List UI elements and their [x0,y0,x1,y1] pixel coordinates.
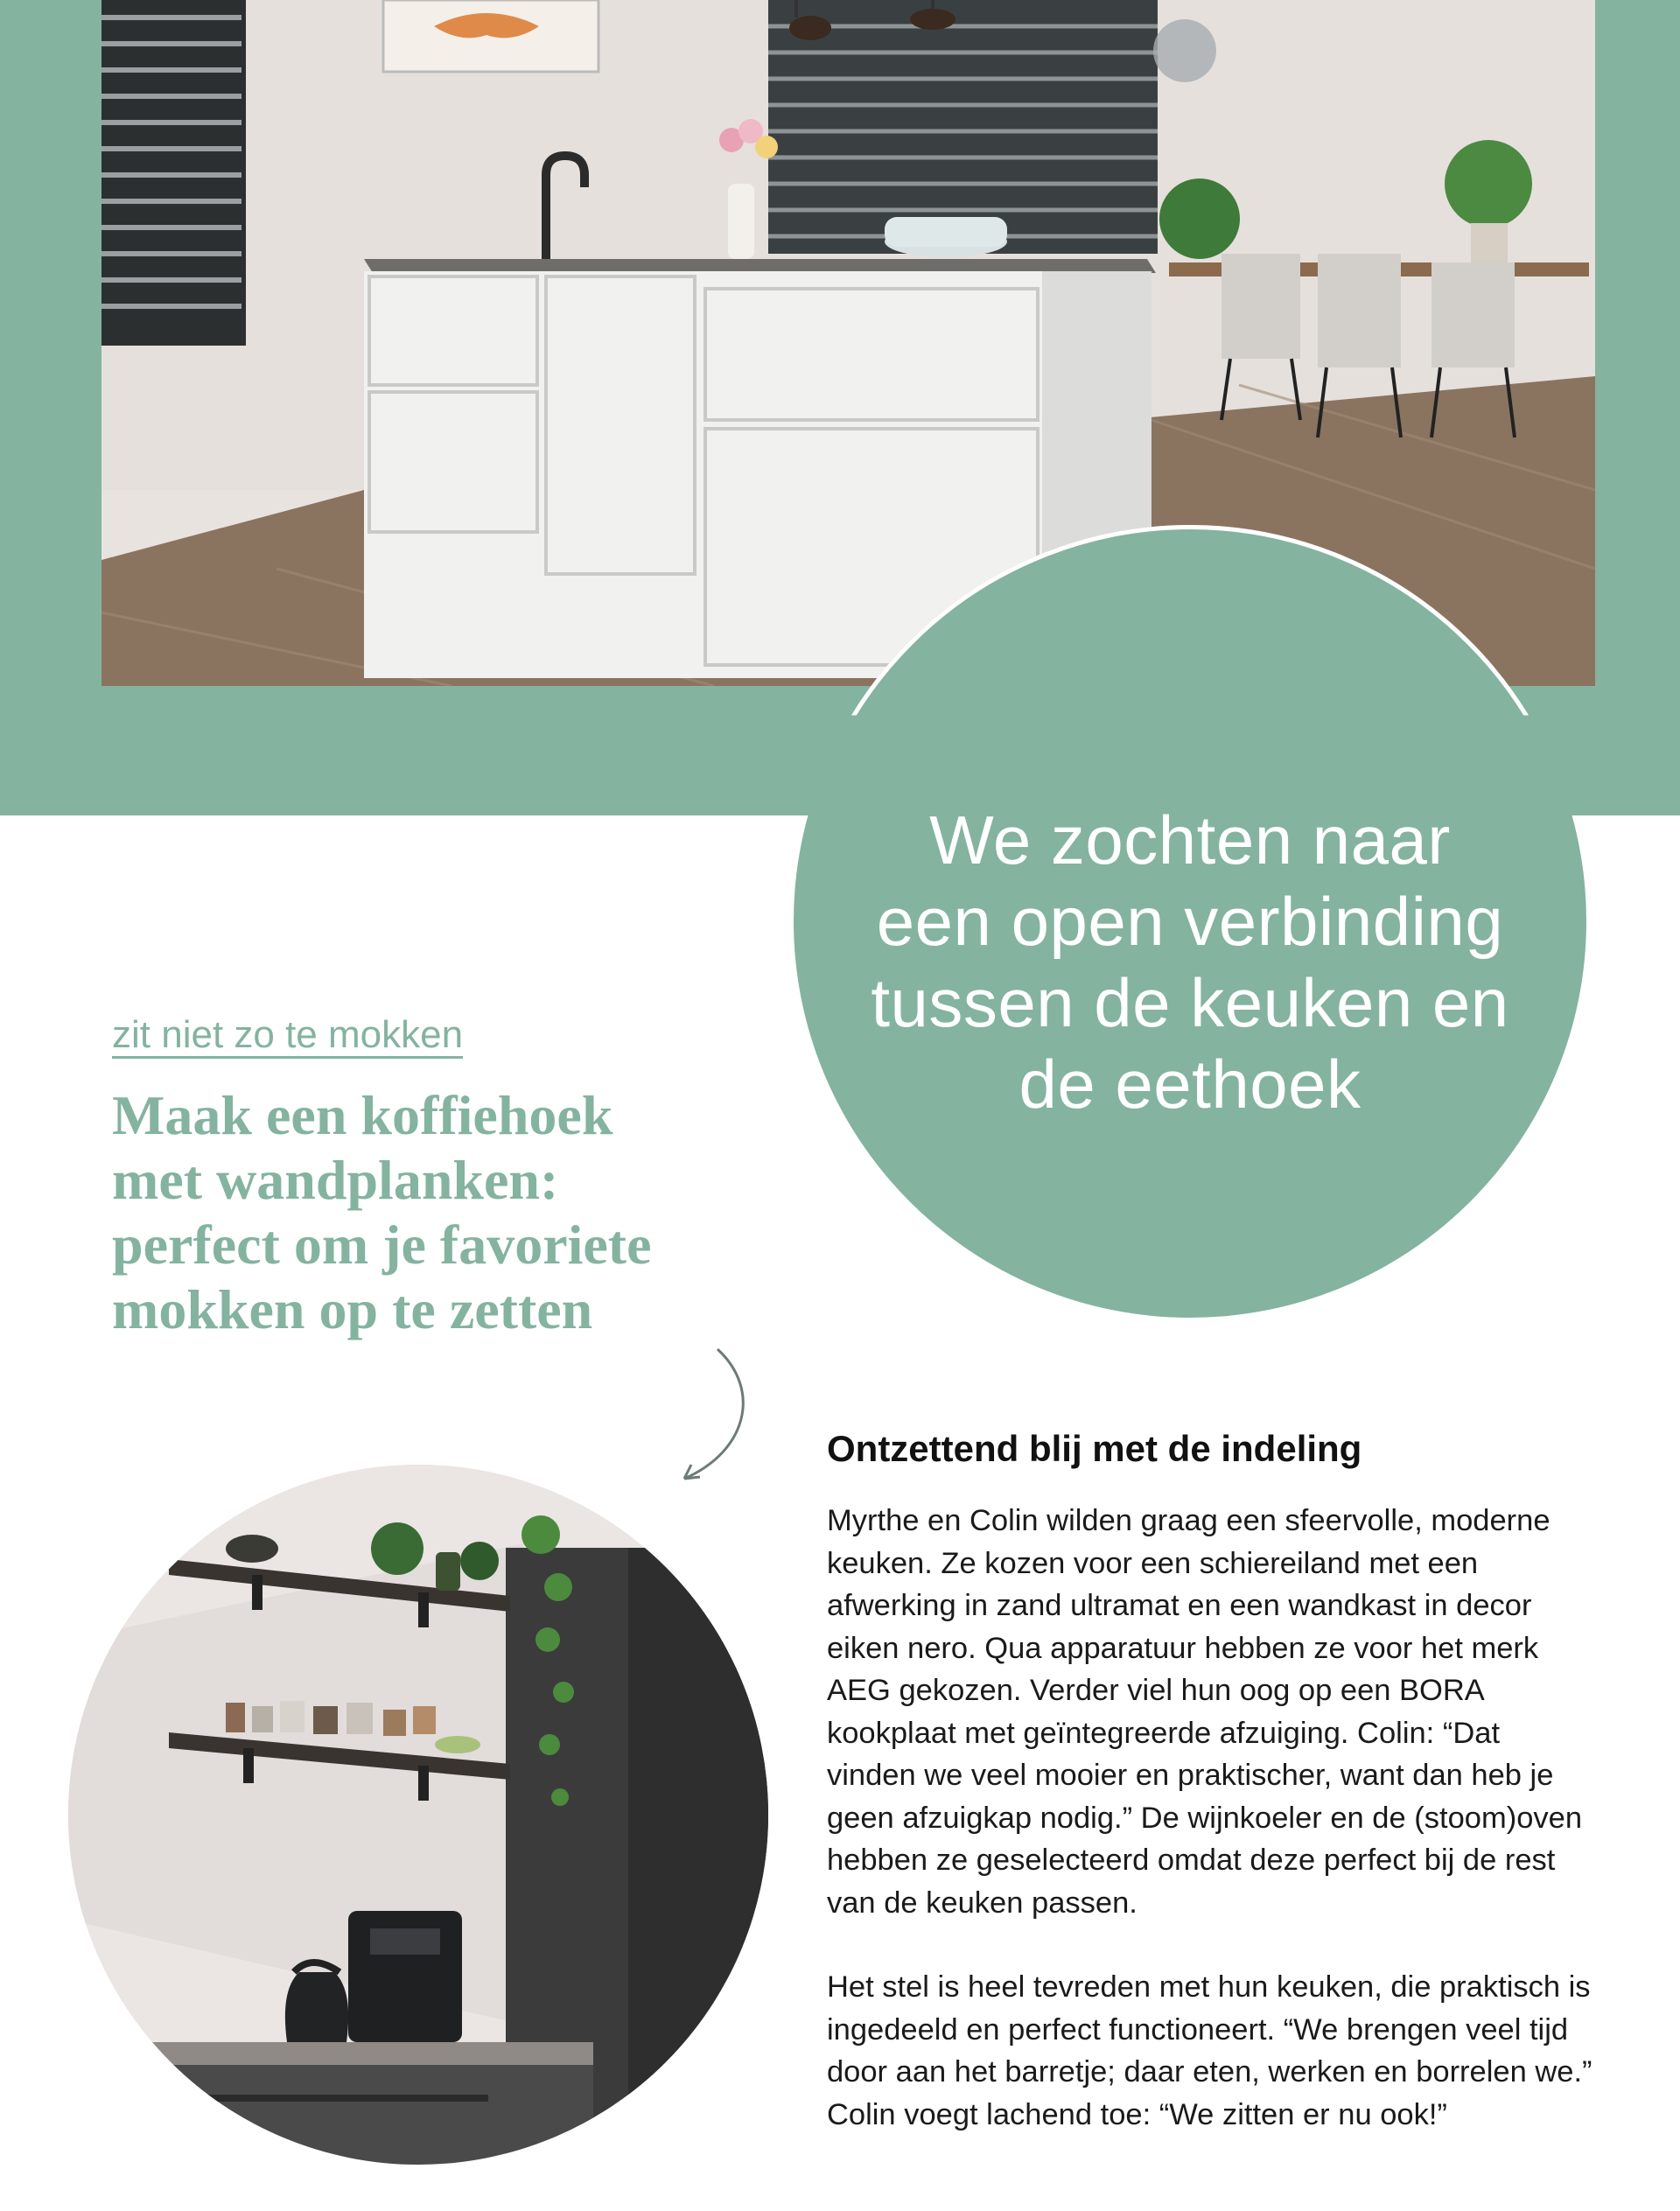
pull-quote [822,800,1558,1125]
tip-headline-line: met wandplanken: [112,1149,559,1211]
pull-quote-line: een open verbinding [876,883,1504,960]
tip-headline-line: mokken op te zetten [112,1278,593,1340]
article-heading: Ontzettend blij met de indeling [827,1428,1362,1469]
article-paragraph: Myrthe en Colin wilden graag een sfeervolle, moderne keuken. Ze kozen voor een schiereiland met een afwerking in zand ultramat en een wandkast in decor eiken nero. Qua apparatuur hebben ze voor het merk AEG gekozen. Verder viel hun oog op een BORA kookplaat met geïntegreerde afzuiging. Colin: “Dat vinden we veel mooier en praktischer, want dan heb je geen afzuigkap nodig.” De wijnkoeler en de (stoom)oven hebben ze geselecteerd omdat deze perfect bij de rest van de keuken passen. [827,1504,1583,1920]
pull-quote-line: de eethoek [1018,1046,1362,1123]
article-body [827,1500,1597,2136]
pull-quote-line: We zochten naar [929,801,1451,878]
pull-quote-line: tussen de keuken en [871,964,1509,1041]
article-paragraph: Het stel is heel tevreden met hun keuken, die praktisch is ingedeeld en perfect functioneert. “We brengen veel tijd door aan het barretje; daar eten, werken en borrelen we.” Colin voegt lachend toe: “We zitten er nu ook!” [827,1970,1592,2131]
tip-kicker: zit niet zo te mokken [112,1013,464,1056]
tip-headline [112,1083,794,1342]
tip-headline-line: perfect om je favoriete [112,1214,652,1276]
coffee-corner-photo [68,1465,768,2165]
curved-arrow-icon [665,1346,770,1499]
tip-headline-line: Maak een koffiehoek [112,1084,613,1146]
